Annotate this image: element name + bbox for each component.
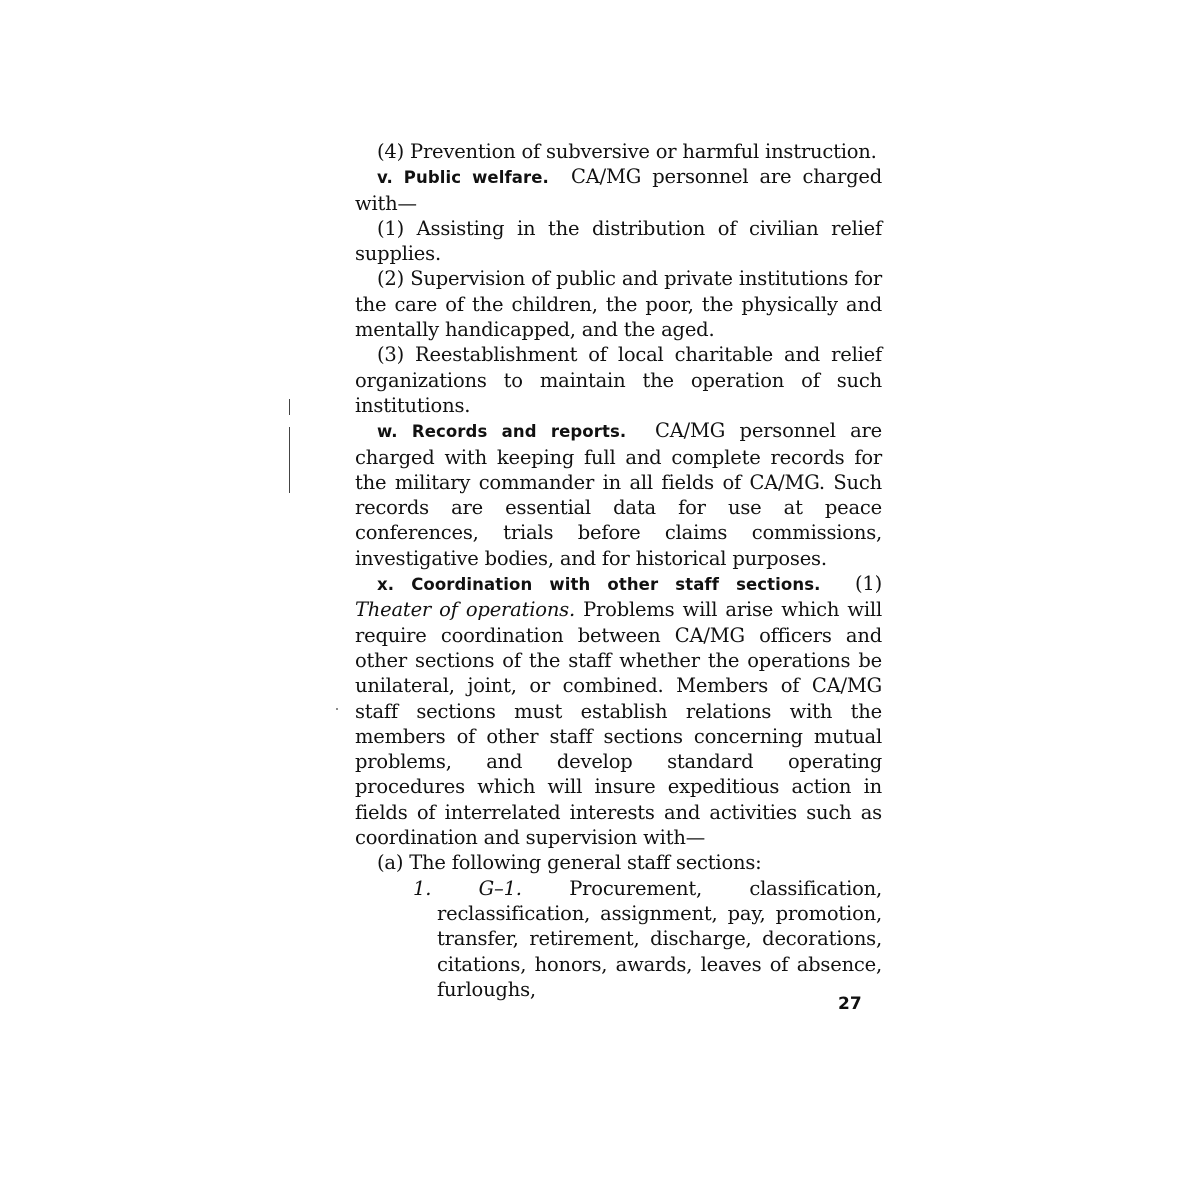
paragraph-lead: (1) bbox=[854, 572, 882, 596]
margin-rule bbox=[289, 399, 290, 415]
section-heading-public-welfare: v. Public welfare. bbox=[377, 168, 549, 188]
section-heading-coordination: x. Coordination with other staff sections. bbox=[377, 575, 821, 595]
paragraph-records-reports bbox=[355, 418, 882, 571]
paragraph-prevention: (4) Prevention of subversive or harmful instruction. bbox=[377, 140, 877, 163]
italic-subheading: Theater of operations. bbox=[355, 598, 575, 622]
paragraph-assisting: (1) Assisting in the distribution of civilian relief supplies. bbox=[355, 216, 882, 266]
paragraph-public-welfare bbox=[355, 164, 882, 216]
paragraph-body: CA/MG personnel are charged with keeping full and complete records for the military commander in all fields of CA/MG. Such records are essential data for use at peace conferences, trials before claims commissions, investigative bodies, and for historical purposes. bbox=[355, 419, 883, 570]
sub-item-g1 bbox=[355, 876, 882, 1002]
paragraph-coordination bbox=[355, 571, 882, 850]
document-page bbox=[355, 139, 882, 1002]
paragraph-supervision: (2) Supervision of public and private institutions for the care of the children, the poor, the physically and mentally handicapped, and the aged. bbox=[355, 267, 882, 342]
paragraph-lead: (a) bbox=[377, 851, 404, 875]
scan-speck bbox=[336, 708, 338, 710]
sub-item-label: G–1. bbox=[478, 876, 522, 900]
paragraph-body: Problems will arise which will require coordination between CA/MG officers and other sections of the staff whether the operations be unilateral, joint, or combined. Members of CA/MG staff sections must establish relations with the members of other staff sections concerning mutual problems, and develop standard operating procedures which will insure expeditious action in fields of interrelated interests and activities such as coordination and supervision with— bbox=[355, 598, 882, 850]
margin-rule bbox=[289, 427, 290, 493]
paragraph-reestablishment: (3) Reestablishment of local charitable and relief organizations to maintain the operation of such institutions. bbox=[355, 343, 882, 417]
sub-item-text: Procurement, classification, reclassification, assignment, pay, promotion, transfer, retirement, discharge, decorations, citations, honors, awards, leaves of absence, furloughs, bbox=[437, 876, 883, 1001]
sub-item-number: 1. bbox=[413, 876, 432, 900]
paragraph-body: CA/MG personnel are charged with— bbox=[355, 165, 883, 215]
paragraph-general-staff bbox=[355, 850, 882, 875]
page-number: 27 bbox=[838, 994, 862, 1014]
section-heading-records-reports: w. Records and reports. bbox=[377, 422, 627, 442]
paragraph-body: The following general staff sections: bbox=[409, 851, 762, 875]
